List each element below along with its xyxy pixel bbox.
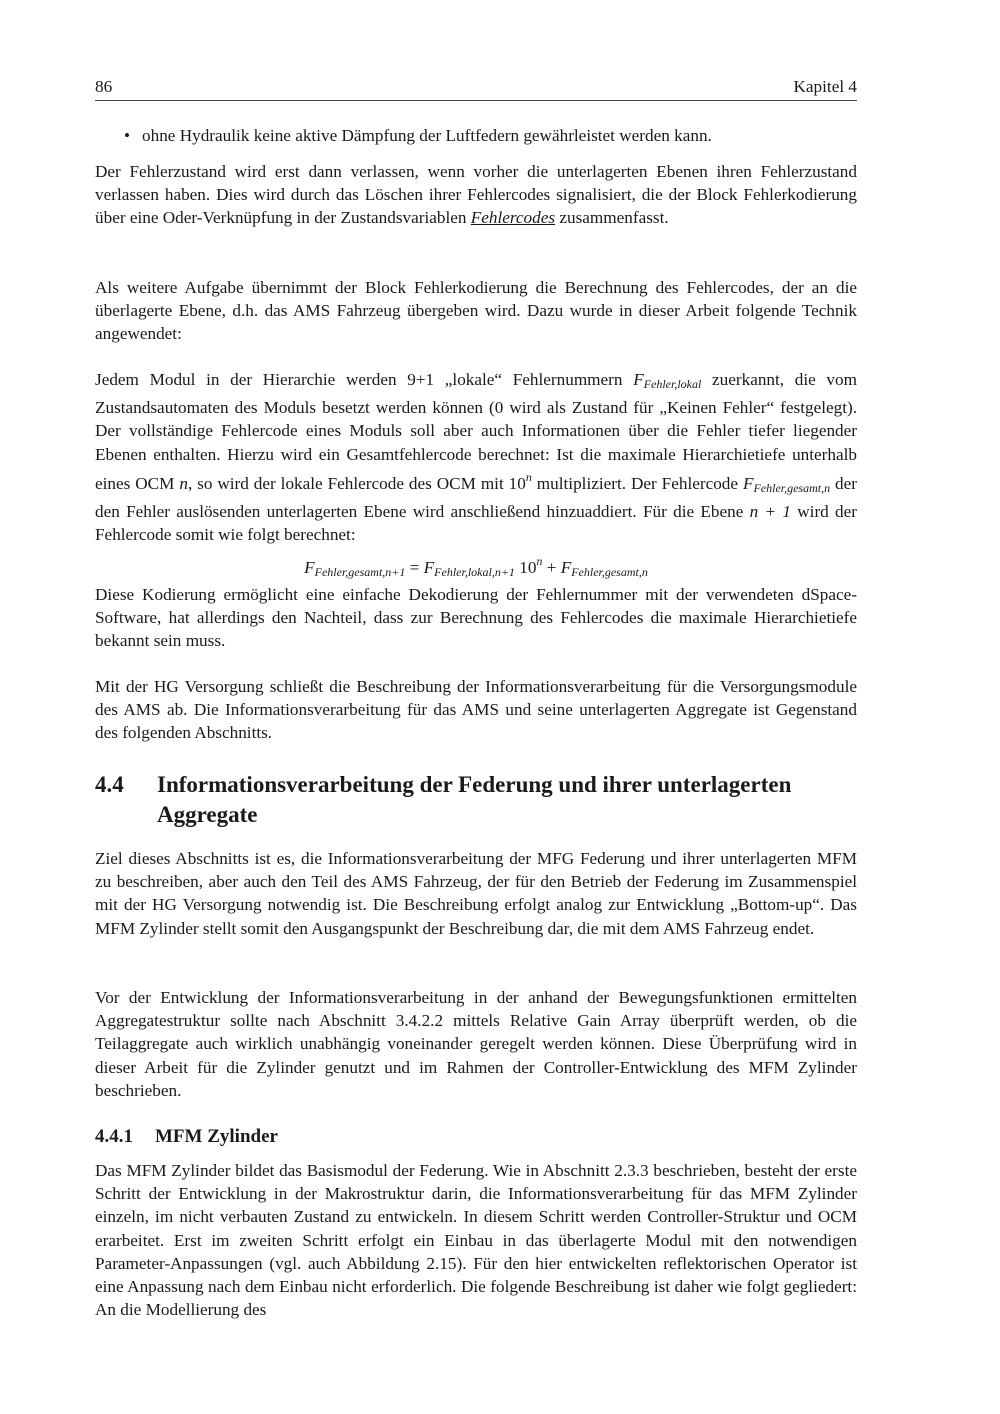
bullet-icon: • — [124, 126, 131, 145]
bullet-item — [124, 124, 857, 147]
paragraph-3: Jedem Modul in der Hierarchie werden 9+1 „lokale“ Fehlernummern $F_{Fehler,lokal}$ zuerkannt, die vom Zustandsautomaten des Moduls besetzt werden können (0 wird als Zustand für „Keinen Fehler“ festgelegt). Der vollständige Fehlercode eines Moduls soll aber auch Informationen über die Fehler tiefer liegender Ebenen enthalten. Hierzu wird ein Gesamtfehlercode berechnet: Ist die maximale Hierarchietiefe unterhalb eines OCM n, so wird der lokale Fehlercode des OCM mit 10$^n$ multipliziert. Der Fehlercode $F_{Fehler,gesamt,n}$ der den Fehler auslösenden unterlagerten Ebene wird anschließend hinzuaddiert. Für die Ebene n + 1 wird der Fehlercode somit wie folgt berechnet: — [95, 370, 857, 545]
paragraph-8: Das MFM Zylinder bildet das Basismodul der Federung. Wie in Abschnitt 2.3.3 beschrieben, besteht der erste Schritt der Entwicklung in der Makrostruktur darin, die Informationsverarbeitung für das MFM Zylinder einzeln, im nicht verbauten Zustand zu entwickeln. In diesem Schritt werden Controller-Struktur und OCM erarbeitet. Erst im zweiten Schritt erfolgt ein Einbau in das überlagerte Modul mit den notwendigen Parameter-Anpassungen (vgl. auch Abbildung 2.15). Für den hier entwickelten reflektorischen Operator ist eine Anpassung nach dem Einbau nicht erforderlich. Die folgende Beschreibung ist daher wie folgt gegliedert: An die Modellierung des — [95, 1161, 857, 1320]
equation-fehlercode: $F_{Fehler,gesamt,n+1} = F_{Fehler,lokal,n+1}$ $10^n + F_{Fehler,gesamt,n}$ — [304, 554, 648, 579]
paragraph-5: Mit der HG Versorgung schließt die Beschreibung der Informationsverarbeitung für die Versorgungsmodule des AMS ab. Die Informationsverarbeitung für das AMS und seine unterlagerten Aggregate ist Gegenstand des folgenden Abschnitts. — [95, 677, 857, 743]
subsection-number: 4.4.1 — [95, 1126, 133, 1147]
chapter-label: Kapitel 4 — [793, 77, 857, 96]
section-number: 4.4 — [95, 772, 124, 797]
variable-fehlercodes: Fehlercodes — [470, 208, 556, 228]
paragraph-4: Diese Kodierung ermöglicht eine einfache Dekodierung der Fehlernummer mit der verwendeten dSpace-Software, hat allerdings den Nachteil, dass zur Berechnung des Fehlercodes die maximale Hierarchietiefe bekannt sein muss. — [95, 585, 857, 651]
bullet-text: ohne Hydraulik keine aktive Dämpfung der Luftfedern gewährleistet werden kann. — [142, 126, 712, 145]
subsection-heading — [95, 1125, 857, 1149]
paragraph-7: Vor der Entwicklung der Informationsverarbeitung in der anhand der Bewegungsfunktionen ermittelten Aggregatestruktur sollte nach Abschnitt 3.4.2.2 mittels Relative Gain Array überprüft werden, ob die Teilaggregate auch wirklich unabhängig voneinander geregelt werden können. Diese Überprüfung wird in dieser Arbeit für die Zylinder genutzt und im Rahmen der Controller-Entwicklung des MFM Zylinder beschrieben. — [95, 988, 857, 1100]
paragraph-1: Der Fehlerzustand wird erst dann verlassen, wenn vorher die unterlagerten Ebenen ihren Fehlerzustand verlassen haben. Dies wird durch das Löschen ihrer Fehlercodes signalisiert, die der Block Fehlerkodierung über eine Oder-Verknüpfung in der Zustandsvariablen Fehlercodes zusammenfasst. — [95, 162, 857, 228]
page-number: 86 — [95, 77, 113, 96]
paragraph-6: Ziel dieses Abschnitts ist es, die Informationsverarbeitung der MFG Federung und ihrer unterlagerten MFM zu beschreiben, aber auch den Teil des AMS Fahrzeug, der für den Betrieb der Federung im Zusammenspiel mit der HG Versorgung notwendig ist. Die Beschreibung erfolgt analog zur Entwicklung „Bottom-up“. Das MFM Zylinder stellt somit den Ausgangspunkt der Beschreibung dar, die mit dem AMS Fahrzeug endet. — [95, 849, 857, 938]
section-title: Informationsverarbeitung der Federung und ihrer unterlagerten Aggregate — [157, 772, 792, 827]
section-heading — [95, 770, 857, 830]
page-header — [95, 76, 857, 101]
paragraph-2: Als weitere Aufgabe übernimmt der Block Fehlerkodierung die Berechnung des Fehlercodes, der an die überlagerte Ebene, d.h. das AMS Fahrzeug übergeben wird. Dazu wurde in dieser Arbeit folgende Technik angewendet: — [95, 278, 857, 344]
subsection-title: MFM Zylinder — [155, 1126, 278, 1147]
